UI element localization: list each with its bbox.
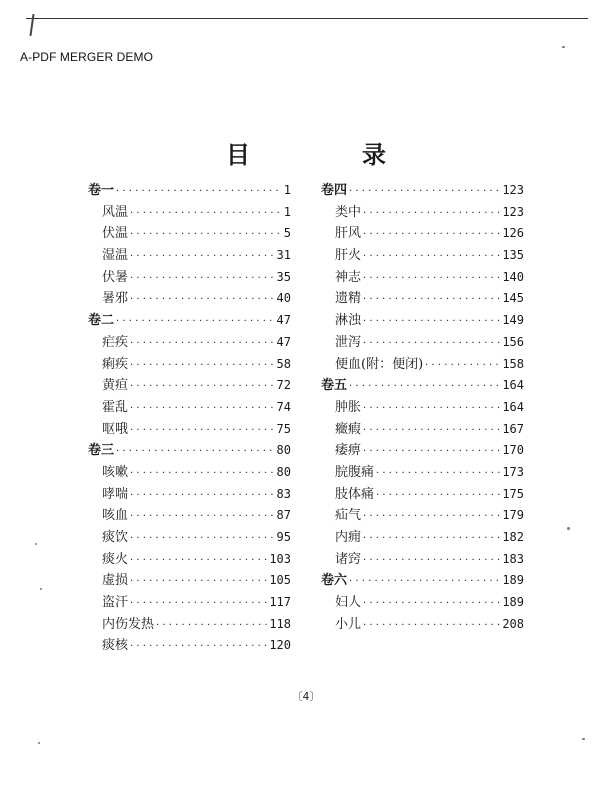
toc-entry-label: 黄疸: [102, 378, 129, 394]
toc-leader-dots: [130, 641, 267, 652]
toc-entry-page: 1: [283, 183, 291, 197]
toc-entry-label: 哮喘: [102, 486, 129, 502]
toc-entry: [321, 266, 524, 288]
toc-entry: [88, 483, 291, 505]
toc-leader-dots: [349, 576, 500, 587]
toc-entry-page: 170: [502, 443, 524, 458]
toc-entry-page: 87: [276, 508, 291, 523]
toc-entry: [88, 613, 291, 635]
toc-entry-label: 虚损: [102, 573, 129, 589]
toc-entry: [321, 483, 524, 505]
toc-leader-dots: [130, 533, 275, 544]
toc-entry: [321, 439, 524, 461]
toc-entry-label: 痿痹: [335, 443, 362, 459]
toc-entry-page: 120: [269, 638, 291, 653]
toc-entry-page: 182: [502, 530, 524, 544]
toc-entry-label: 遗精: [335, 291, 362, 307]
toc-leader-dots: [376, 468, 500, 479]
toc-entry-label: 神志: [335, 269, 362, 285]
toc-leader-dots: [363, 620, 500, 631]
toc-entry-label: 脘腹痛: [335, 464, 375, 480]
toc-entry: [88, 201, 291, 223]
toc-entry: [88, 634, 291, 656]
toc-entry-label: 小儿: [335, 616, 362, 632]
toc-leader-dots: [130, 360, 275, 371]
toc-entry-label: 痰饮: [102, 530, 129, 545]
toc-entry: [321, 418, 524, 440]
scan-speck: [562, 46, 565, 48]
toc-entry-label: 暑邪: [102, 291, 129, 307]
toc-entry-label: 呕哦: [102, 421, 129, 437]
toc-leader-dots: [130, 229, 282, 240]
toc-entry-page: 183: [502, 551, 524, 566]
toc-leader-dots: [130, 381, 275, 392]
toc-leader-dots: [363, 338, 500, 349]
page-title: 目 录: [226, 140, 430, 169]
toc-leader-dots: [130, 251, 275, 262]
toc-entry-page: 126: [502, 226, 524, 241]
toc-entry-page: 179: [502, 508, 524, 523]
toc-leader-dots: [363, 208, 500, 219]
toc-entry: [88, 244, 291, 266]
toc-leader-dots: [130, 555, 267, 566]
toc-entry-label: 湿温: [102, 248, 129, 264]
toc-entry: [88, 548, 291, 570]
toc-entry: [321, 591, 524, 613]
toc-entry-page: 35: [276, 269, 291, 284]
toc-leader-dots: [363, 598, 500, 609]
toc-entry-label: 肝火: [335, 248, 362, 264]
top-rule: [26, 18, 588, 19]
toc-entry: [88, 266, 291, 288]
scan-speck: [40, 588, 42, 590]
toc-leader-dots: [363, 294, 500, 305]
toc-leader-dots: [363, 403, 500, 414]
toc-entry-page: 47: [276, 313, 291, 328]
toc-leader-dots: [116, 186, 282, 197]
toc-entry: [321, 244, 524, 266]
toc-leader-dots: [116, 316, 275, 327]
toc-leader-dots: [363, 229, 500, 240]
toc-entry: [321, 287, 524, 309]
toc-entry-label: 诸窍: [335, 551, 362, 567]
toc-entry-label: 妇人: [335, 595, 362, 611]
toc-entry-page: 117: [269, 595, 291, 610]
toc-entry-page: 145: [502, 291, 524, 306]
toc-leader-dots: [130, 511, 275, 522]
toc-entry-page: 74: [276, 399, 291, 414]
toc-entry-page: 173: [502, 464, 524, 479]
toc-leader-dots: [130, 425, 275, 436]
toc-entry-page: 40: [276, 291, 291, 306]
toc-leader-dots: [425, 360, 500, 371]
toc-column-left: [88, 179, 291, 656]
toc-entry-label: 便血(附：便闭): [335, 356, 424, 372]
toc-entry-label: 咳血: [102, 508, 129, 524]
toc-leader-dots: [156, 620, 267, 631]
toc-entry-page: 156: [502, 334, 524, 349]
toc-volume-entry: [88, 309, 291, 331]
toc-entry-label: 卷三: [88, 443, 115, 459]
toc-entry-page: 95: [276, 530, 291, 544]
toc-entry: [88, 526, 291, 548]
toc-volume-entry: [88, 439, 291, 461]
toc-entry-label: 癥瘕: [335, 421, 362, 437]
toc-entry-page: 58: [276, 356, 291, 371]
toc-leader-dots: [363, 316, 500, 327]
toc-entry: [88, 418, 291, 440]
toc-leader-dots: [130, 598, 267, 609]
toc-entry: [321, 613, 524, 635]
scan-speck: [35, 543, 37, 545]
toc-entry: [321, 396, 524, 418]
toc-leader-dots: [349, 381, 500, 392]
toc-entry: [88, 287, 291, 309]
toc-entry: [88, 331, 291, 353]
toc-entry-page: 31: [276, 248, 291, 263]
toc-entry-label: 内伤发热: [102, 616, 155, 632]
toc-volume-entry: [321, 569, 524, 591]
toc-entry-page: 164: [502, 378, 524, 393]
toc-entry-label: 卷四: [321, 183, 348, 198]
toc-column-right: [321, 179, 524, 634]
toc-leader-dots: [363, 533, 500, 544]
toc-leader-dots: [130, 208, 282, 219]
toc-entry: [88, 222, 291, 244]
toc-leader-dots: [130, 338, 275, 349]
toc-entry: [321, 309, 524, 331]
toc-entry: [321, 201, 524, 223]
toc-entry-page: 140: [502, 269, 524, 284]
toc-leader-dots: [130, 294, 275, 305]
toc-entry-label: 卷六: [321, 573, 348, 589]
toc-entry: [88, 461, 291, 483]
toc-entry-label: 疝气: [335, 508, 362, 524]
scan-speck: [567, 527, 570, 530]
toc-leader-dots: [363, 251, 500, 262]
toc-leader-dots: [130, 403, 275, 414]
toc-leader-dots: [349, 186, 500, 197]
toc-leader-dots: [130, 490, 275, 501]
toc-volume-entry: [88, 179, 291, 201]
toc-entry-label: 盗汗: [102, 595, 129, 611]
toc-entry-page: 123: [502, 183, 524, 197]
scan-speck: [38, 742, 40, 744]
toc-entry-page: 72: [276, 378, 291, 393]
toc-entry-page: 189: [502, 595, 524, 610]
toc-entry: [321, 353, 524, 375]
toc-leader-dots: [130, 468, 275, 479]
toc-entry-page: 5: [283, 226, 291, 241]
toc-entry: [88, 504, 291, 526]
toc-entry: [321, 504, 524, 526]
toc-entry: [88, 396, 291, 418]
toc-entry-label: 卷一: [88, 183, 115, 198]
toc-leader-dots: [130, 576, 267, 587]
toc-entry-label: 风温: [102, 204, 129, 220]
toc-leader-dots: [376, 490, 500, 501]
toc-entry-label: 疟疾: [102, 334, 129, 350]
toc-entry-page: 123: [502, 204, 524, 219]
toc-entry-label: 内痈: [335, 530, 362, 545]
toc-entry: [88, 374, 291, 396]
toc-entry-label: 霍乱: [102, 399, 129, 415]
toc-entry-label: 泄泻: [335, 334, 362, 350]
toc-entry-page: 47: [276, 334, 291, 349]
toc-entry-page: 164: [502, 399, 524, 414]
toc-leader-dots: [363, 511, 500, 522]
toc-entry-page: 189: [502, 573, 524, 588]
toc-leader-dots: [363, 446, 500, 457]
toc-volume-entry: [321, 374, 524, 396]
toc-leader-dots: [363, 273, 500, 284]
toc-entry: [321, 222, 524, 244]
toc-entry-page: 1: [283, 204, 291, 219]
toc-entry: [321, 526, 524, 548]
toc-entry-page: 83: [276, 486, 291, 501]
toc-entry: [88, 591, 291, 613]
toc-entry-label: 痰核: [102, 638, 129, 654]
toc-entry-page: 105: [269, 573, 291, 588]
toc-entry-label: 痰火: [102, 551, 129, 567]
toc-leader-dots: [130, 273, 275, 284]
toc-entry-page: 118: [269, 616, 291, 631]
toc-entry-label: 肢体痛: [335, 486, 375, 502]
watermark: A-PDF MERGER DEMO: [20, 50, 154, 64]
toc-entry-label: 卷二: [88, 313, 115, 329]
toc-entry-label: 肿胀: [335, 399, 362, 415]
toc-leader-dots: [363, 425, 500, 436]
toc-entry-page: 80: [276, 464, 291, 479]
scan-speck: [582, 738, 585, 740]
toc-entry-label: 卷五: [321, 378, 348, 394]
toc-entry: [321, 331, 524, 353]
toc-entry-label: 淋浊: [335, 313, 362, 329]
toc-entry: [88, 569, 291, 591]
toc-entry-label: 痢疾: [102, 356, 129, 372]
toc-entry-page: 149: [502, 313, 524, 328]
toc-entry-label: 类中: [335, 204, 362, 220]
toc-leader-dots: [363, 555, 500, 566]
toc-entry: [321, 461, 524, 483]
toc-entry-label: 伏暑: [102, 269, 129, 285]
page-number: 〔4〕: [291, 690, 321, 703]
toc-entry-label: 伏温: [102, 226, 129, 242]
toc-entry-page: 135: [502, 248, 524, 263]
toc-entry-page: 103: [269, 551, 291, 566]
toc-entry-page: 158: [502, 356, 524, 371]
toc-entry: [88, 353, 291, 375]
toc-entry-page: 208: [502, 616, 524, 631]
toc-entry-page: 80: [276, 443, 291, 458]
toc-entry-label: 肝风: [335, 226, 362, 242]
toc-entry-page: 75: [276, 421, 291, 436]
toc-entry-page: 175: [502, 486, 524, 501]
toc-entry-page: 167: [502, 421, 524, 436]
toc-entry: [321, 548, 524, 570]
toc-volume-entry: [321, 179, 524, 201]
toc-leader-dots: [116, 446, 275, 457]
toc-entry-label: 咳嗽: [102, 464, 129, 480]
